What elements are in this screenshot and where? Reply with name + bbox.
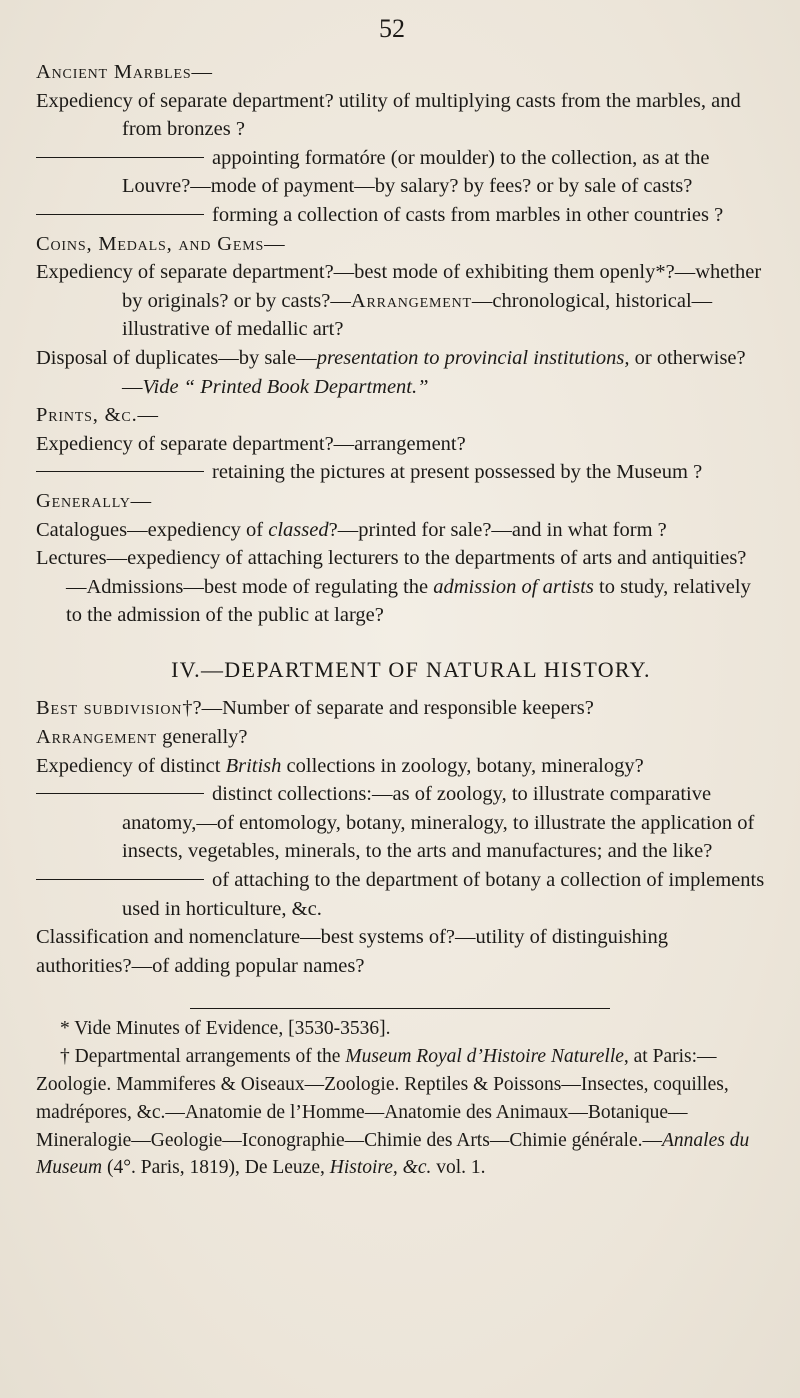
coins-item-2: Disposal of duplicates—by sale—presentation to provincial institutions, or otherwise?—Vide “ Printed Book Department.” bbox=[36, 346, 746, 398]
heading-generally: Generally— bbox=[36, 489, 152, 512]
nh-item-2: Arrangement generally? bbox=[36, 726, 248, 749]
marbles-item-2: appointing formatóre (or moulder) to the collection, as at the Louvre?—mode of payment—by salary? by fees? or by sale of casts? bbox=[36, 144, 766, 201]
ditto-dash bbox=[36, 214, 204, 215]
nh-item-5: of attaching to the department of botany a collection of implements used in horticulture, &c. bbox=[36, 866, 766, 923]
generally-item-2: Lectures—expediency of attaching lecturers to the departments of arts and antiquities?—Admissions—best mode of regulating the admission of artists to study, relatively to the admission of the public at large? bbox=[36, 547, 751, 627]
footnote-1: * Vide Minutes of Evidence, [3530-3536]. bbox=[60, 1018, 391, 1040]
page-body bbox=[36, 58, 766, 1182]
marbles-item-1: Expediency of separate department? utility of multiplying casts from the marbles, and from bronzes ? bbox=[36, 89, 741, 141]
ditto-dash bbox=[36, 157, 204, 158]
footnote-2: † Departmental arrangements of the Museum Royal d’Histoire Naturelle, at Paris:—Zoologie. Mammiferes & Oiseaux—Zoologie. Reptiles & Poissons—Insectes, coquilles, madrépores, &c.—Anatomie de l’Homme—Anatomie des Animaux—Botanique—Mineralogie—Geologie—Iconographie—Chimie des Arts—Chimie générale.—Annales du Museum (4°. Paris, 1819), De Leuze, Histoire, &c. vol. 1. bbox=[36, 1046, 750, 1179]
prints-item-2: retaining the pictures at present possessed by the Museum ? bbox=[36, 458, 766, 487]
heading-coins-medals-gems: Coins, Medals, and Gems— bbox=[36, 232, 286, 255]
nh-item-1: Best subdivision†?—Number of separate and responsible keepers? bbox=[36, 697, 594, 720]
heading-ancient-marbles: Ancient Marbles— bbox=[36, 61, 213, 83]
marbles-item-3: forming a collection of casts from marbles in other countries ? bbox=[36, 201, 766, 230]
coins-item-1: Expediency of separate department?—best mode of exhibiting them openly*?—whether by originals? or by casts?—Arrangement—chronological, historical—illustrative of medallic art? bbox=[36, 261, 762, 341]
generally-item-1: Catalogues—expediency of classed?—printed for sale?—and in what form ? bbox=[36, 518, 667, 541]
footnotes bbox=[36, 1015, 766, 1182]
ditto-dash bbox=[36, 471, 204, 472]
footnote-divider bbox=[190, 1008, 610, 1009]
ditto-dash bbox=[36, 879, 204, 880]
heading-prints: Prints, &c.— bbox=[36, 404, 159, 427]
ditto-dash bbox=[36, 793, 204, 794]
page-number: 52 bbox=[379, 14, 405, 43]
nh-item-4: distinct collections:—as of zoology, to illustrate comparative anatomy,—of entomology, botany, mineralogy, to illustrate the application of insects, vegetables, minerals, to the arts and manufactures; and the like? bbox=[36, 780, 766, 866]
prints-item-1: Expediency of separate department?—arrangement? bbox=[36, 432, 466, 455]
nh-item-3: Expediency of distinct British collections in zoology, botany, mineralogy? bbox=[36, 754, 644, 777]
nh-item-6: Classification and nomenclature—best systems of?—utility of distinguishing authorities?—of adding popular names? bbox=[36, 926, 668, 977]
section-title-natural-history: IV.—DEPARTMENT OF NATURAL HISTORY. bbox=[171, 656, 651, 682]
